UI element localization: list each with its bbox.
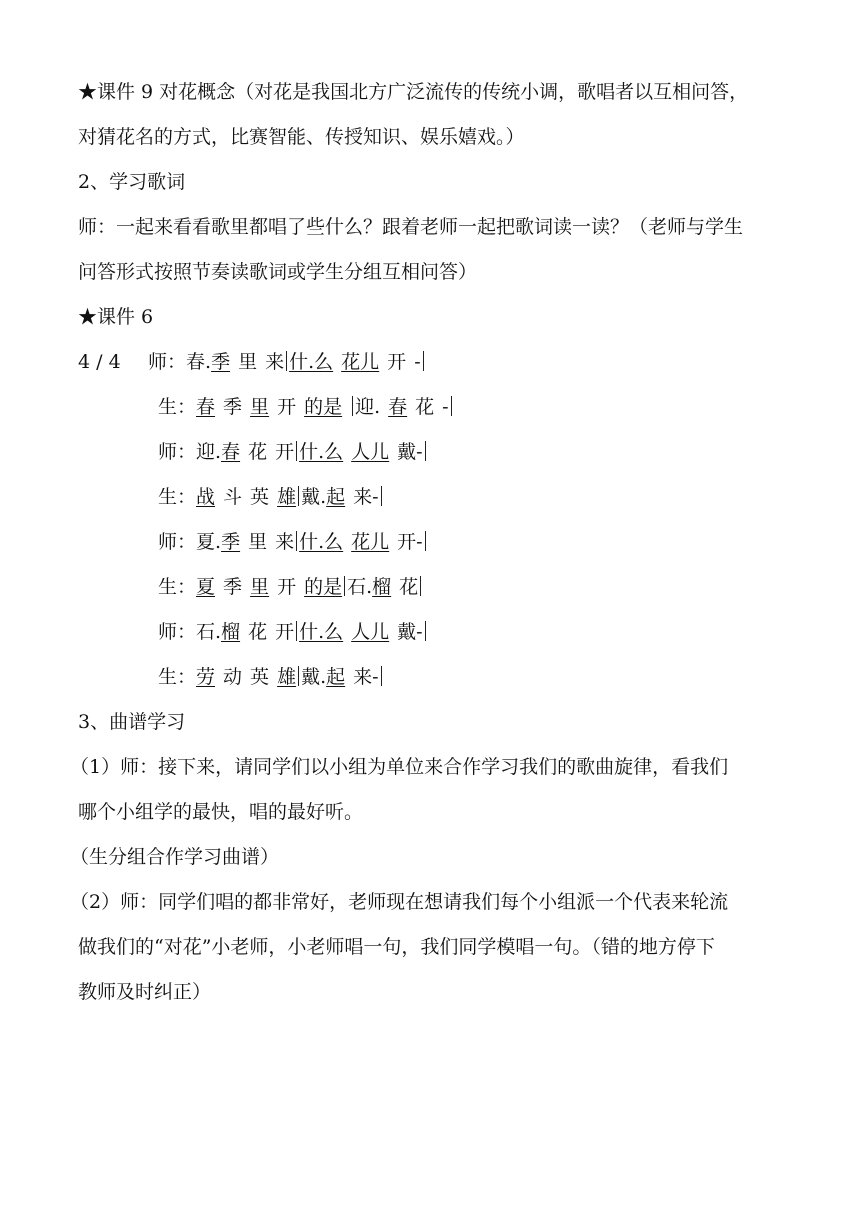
lyric-token: 开 (275, 441, 295, 463)
speaker-label: 师： (158, 621, 197, 643)
speaker-label: 生： (158, 396, 197, 418)
lyric-token: 戴- (397, 621, 423, 643)
bar-line (381, 486, 382, 506)
bar-line (425, 531, 426, 551)
bar-line (352, 396, 353, 416)
section2-para-line-2: 问答形式按照节奏读歌词或学生分组互相问答） (78, 261, 478, 283)
lyric-token: 来 (275, 531, 295, 553)
lyric-token: 春 (221, 441, 241, 463)
lyric-token: 来 (265, 351, 285, 373)
lyric-token: 榴 (221, 621, 241, 643)
lyric-token: 什.么 (299, 621, 344, 643)
section3-p3-line-3: 教师及时纠正） (78, 981, 212, 1003)
lyric-token: 什.么 (299, 531, 344, 553)
lyric-row (158, 440, 428, 464)
lyric-token: 雄 (277, 666, 297, 688)
lyric-token: 戴- (397, 441, 423, 463)
bar-line (381, 666, 382, 686)
bar-line (344, 576, 345, 596)
lyric-token: 花 (415, 396, 435, 418)
bar-line (298, 486, 299, 506)
lyric-token: 什.么 (299, 441, 344, 463)
lyric-token: 迎. (196, 441, 222, 463)
lyric-token: 季 (223, 576, 243, 598)
lyric-token: 里 (250, 576, 270, 598)
intro-line-2: 对猜花名的方式，比赛智能、传授知识、娱乐嬉戏。） (78, 126, 525, 148)
lyric-token: 动 (223, 666, 243, 688)
lyric-row (158, 395, 454, 419)
lyric-token: 英 (250, 666, 270, 688)
lyric-token: 榴 (372, 576, 392, 598)
lyric-token: 来- (353, 666, 379, 688)
speaker-label: 师： (158, 531, 197, 553)
lyric-token: 里 (248, 531, 268, 553)
lyric-token: 花 (399, 576, 419, 598)
bar-line (423, 351, 424, 371)
speaker-label: 生： (158, 576, 197, 598)
lyric-token: 戴. (301, 486, 327, 508)
lyric-token: 石. (196, 621, 222, 643)
section2-para-line-1: 师：一起来看看歌里都唱了些什么？跟着老师一起把歌词读一读？（老师与学生 (78, 216, 744, 238)
lyric-token: 开 (277, 576, 297, 598)
lyric-row (158, 530, 428, 554)
bar-line (298, 666, 299, 686)
section3-heading: 3、曲谱学习 (78, 711, 186, 733)
speaker-label: 师： (158, 441, 197, 463)
lyric-token: 花儿 (341, 351, 380, 373)
bar-line (420, 576, 421, 596)
lyric-token: 起 (326, 666, 346, 688)
lyric-token: 来- (353, 486, 379, 508)
lyric-token: 劳 (196, 666, 216, 688)
lyric-token: 花 (248, 441, 268, 463)
lyric-token: 英 (250, 486, 270, 508)
section3-p1-line-1: （1）师：接下来，请同学们以小组为单位来合作学习我们的歌曲旋律，看我们 (70, 756, 729, 778)
bar-line (286, 351, 287, 371)
lyric-row (148, 350, 426, 374)
lyric-token: 的是 (304, 576, 343, 598)
lyric-token: - (414, 351, 421, 373)
lyric-token: 斗 (223, 486, 243, 508)
section3-p1-line-2: 哪个小组学的最快，唱的最好听。 (78, 801, 364, 823)
lyric-token: - (442, 396, 449, 418)
lyric-token: 开 (275, 621, 295, 643)
lyric-token: 夏 (196, 576, 216, 598)
lyric-token: 春 (388, 396, 408, 418)
speaker-label: 师： (148, 351, 187, 373)
section3-p3-line-2: 做我们的“对花”小老师，小老师唱一句，我们同学模唱一句。（错的地方停下 (78, 936, 715, 958)
lyric-token: 雄 (277, 486, 297, 508)
lyric-token: 季 (221, 531, 241, 553)
speaker-label: 生： (158, 666, 197, 688)
lyric-token: 的是 (304, 396, 343, 418)
lyric-token: 里 (250, 396, 270, 418)
lyric-row (158, 620, 428, 644)
lyric-token: 开 (387, 351, 407, 373)
bar-line (296, 441, 297, 461)
lyric-token: 石. (347, 576, 373, 598)
lyric-row (158, 575, 423, 599)
lyric-token: 花 (248, 621, 268, 643)
lyric-token: 季 (211, 351, 231, 373)
bar-line (425, 621, 426, 641)
intro-line-1: ★课件 9 对花概念（对花是我国北方广泛流传的传统小调，歌唱者以互相问答， (78, 81, 749, 103)
lyric-token: 什.么 (289, 351, 334, 373)
lyric-token: 季 (223, 396, 243, 418)
section3-p3-line-1: （2）师：同学们唱的都非常好，老师现在想请我们每个小组派一个代表来轮流 (70, 891, 729, 913)
bar-line (451, 396, 452, 416)
lyric-token: 里 (238, 351, 258, 373)
section3-p2: （生分组合作学习曲谱） (70, 846, 280, 868)
speaker-label: 生： (158, 486, 197, 508)
lyric-row (158, 665, 384, 689)
lyric-token: 开- (397, 531, 423, 553)
lyric-row (158, 485, 384, 509)
meter-signature: 4 / 4 (78, 351, 121, 373)
lyric-token: 战 (196, 486, 216, 508)
lyric-token: 春. (186, 351, 212, 373)
lyric-token: 迎. (355, 396, 381, 418)
lyric-token: 开 (277, 396, 297, 418)
lyric-token: 戴. (301, 666, 327, 688)
courseware-6-label: ★课件 6 (78, 306, 154, 328)
bar-line (296, 621, 297, 641)
section2-heading: 2、学习歌词 (78, 171, 186, 193)
lyric-token: 春 (196, 396, 216, 418)
lyric-token: 夏. (196, 531, 222, 553)
lyric-token: 花儿 (351, 531, 390, 553)
bar-line (425, 441, 426, 461)
bar-line (296, 531, 297, 551)
lyric-token: 起 (326, 486, 346, 508)
lyric-token: 人儿 (351, 621, 390, 643)
lyric-token: 人儿 (351, 441, 390, 463)
